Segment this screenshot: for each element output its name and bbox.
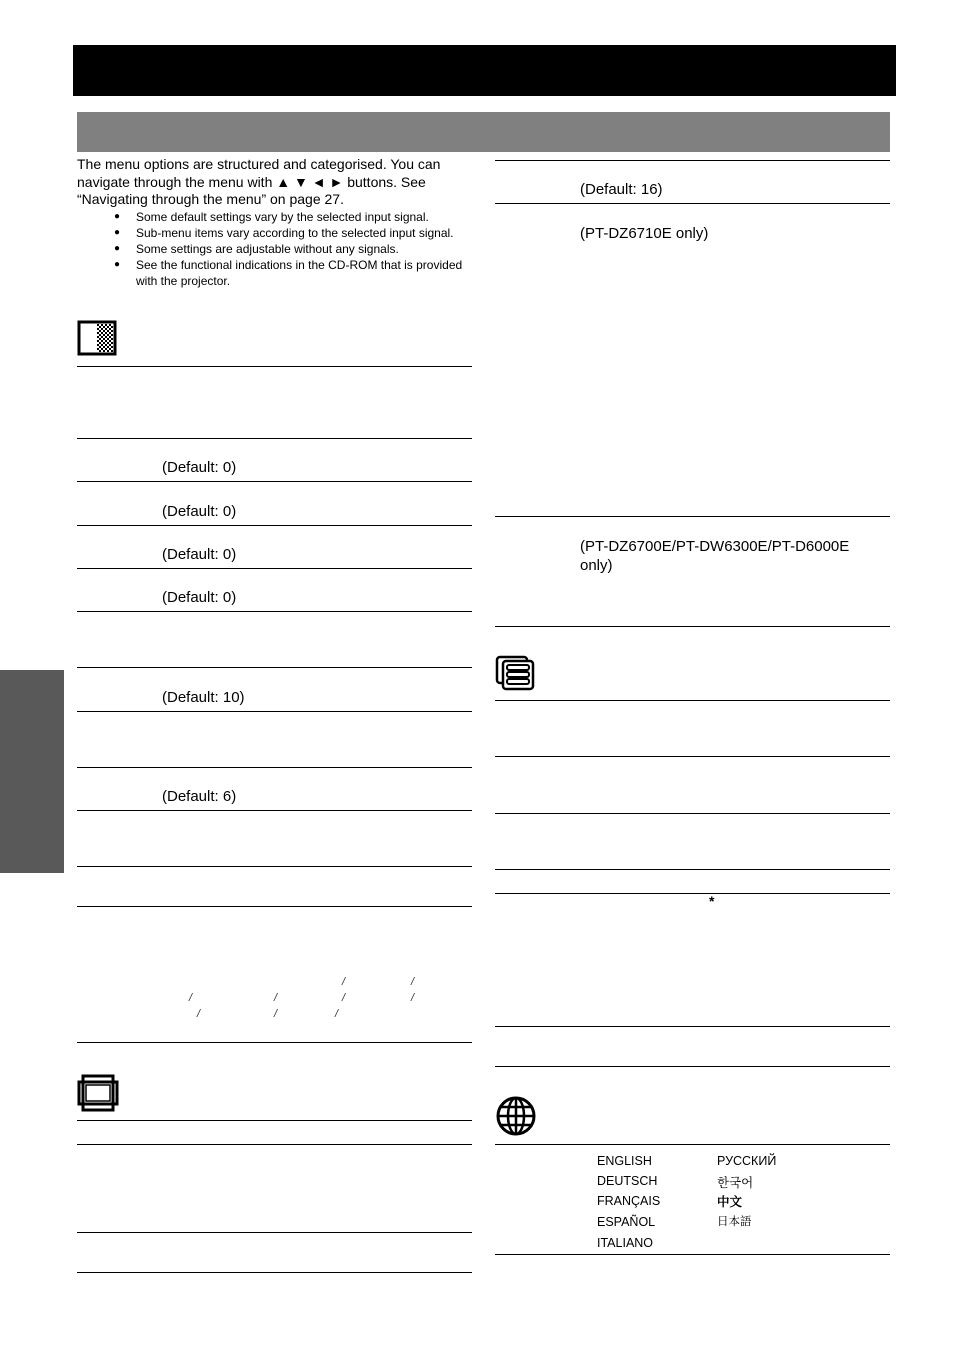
divider	[495, 1026, 890, 1027]
position-menu-icon	[77, 1074, 119, 1112]
divider	[77, 568, 472, 569]
default-value: (Default: 10)	[162, 689, 245, 706]
slash-separator: /	[197, 1008, 201, 1020]
advanced-menu-icon	[495, 655, 537, 691]
slash-separator: /	[189, 992, 193, 1004]
slash-separator: /	[342, 992, 346, 1004]
divider	[77, 1144, 472, 1145]
divider	[495, 893, 890, 894]
slash-separator: /	[411, 976, 415, 988]
divider	[77, 866, 472, 867]
chapter-side-tab	[0, 670, 64, 873]
divider	[77, 1272, 472, 1273]
divider	[77, 767, 472, 768]
divider	[77, 1042, 472, 1043]
header-bar	[73, 45, 896, 96]
bullet-item: ● Sub-menu items vary according to the selected input signal.	[112, 225, 482, 241]
model-note: (PT-DZ6700E/PT-DW6300E/PT-D6000E only)	[580, 538, 850, 574]
divider	[495, 813, 890, 814]
divider	[77, 525, 472, 526]
intro-text: The menu options are structured and categorised. You can navigate through the menu with ▲ ▼ ◄ ► buttons. See “Navigating through the menu” on page 27.	[77, 156, 441, 207]
slash-separator: /	[274, 1008, 278, 1020]
language-option: РУССКИЙ	[717, 1154, 777, 1168]
language-option: 日本語	[717, 1216, 752, 1228]
divider	[77, 1232, 472, 1233]
language-option: ENGLISH	[597, 1154, 652, 1168]
model-note: (PT-DZ6710E only)	[580, 225, 709, 242]
divider	[77, 438, 472, 439]
divider	[77, 611, 472, 612]
bullet-item: ● Some default settings vary by the selected input signal.	[112, 209, 482, 225]
default-value: (Default: 0)	[162, 459, 237, 476]
default-value: (Default: 6)	[162, 788, 237, 805]
language-option: ITALIANO	[597, 1236, 654, 1250]
slash-separator: /	[274, 992, 278, 1004]
divider	[77, 667, 472, 668]
intro-bullets	[112, 209, 482, 289]
language-option: FRANÇAIS	[597, 1194, 661, 1208]
divider	[495, 869, 890, 870]
language-globe-icon	[495, 1095, 537, 1137]
divider	[77, 711, 472, 712]
divider	[495, 700, 890, 701]
language-option: DEUTSCH	[597, 1174, 658, 1188]
bullet-item: ● Some settings are adjustable without any signals.	[112, 241, 482, 257]
divider	[77, 366, 472, 367]
language-option: ESPAÑOL	[597, 1215, 656, 1229]
divider	[495, 1066, 890, 1067]
divider	[495, 626, 890, 627]
divider	[495, 756, 890, 757]
default-value: (Default: 0)	[162, 546, 237, 563]
slash-separator: /	[335, 1008, 339, 1020]
divider	[77, 1120, 472, 1121]
default-value: (Default: 16)	[580, 181, 663, 198]
section-title-bar	[77, 112, 890, 152]
default-value: (Default: 0)	[162, 503, 237, 520]
slash-separator: /	[342, 976, 346, 988]
divider	[495, 160, 890, 161]
divider	[77, 810, 472, 811]
language-option: 한국어	[717, 1176, 754, 1190]
divider	[495, 203, 890, 204]
footnote-asterisk: *	[709, 893, 715, 909]
divider	[495, 1254, 890, 1255]
divider	[495, 1144, 890, 1145]
bullet-item: ● See the functional indications in the CD-ROM that is provided with the projector.	[112, 257, 482, 289]
default-value: (Default: 0)	[162, 589, 237, 606]
divider	[77, 481, 472, 482]
divider	[495, 516, 890, 517]
slash-separator: /	[411, 992, 415, 1004]
language-option: 中文	[717, 1195, 743, 1209]
divider	[77, 906, 472, 907]
picture-menu-icon	[77, 320, 117, 356]
